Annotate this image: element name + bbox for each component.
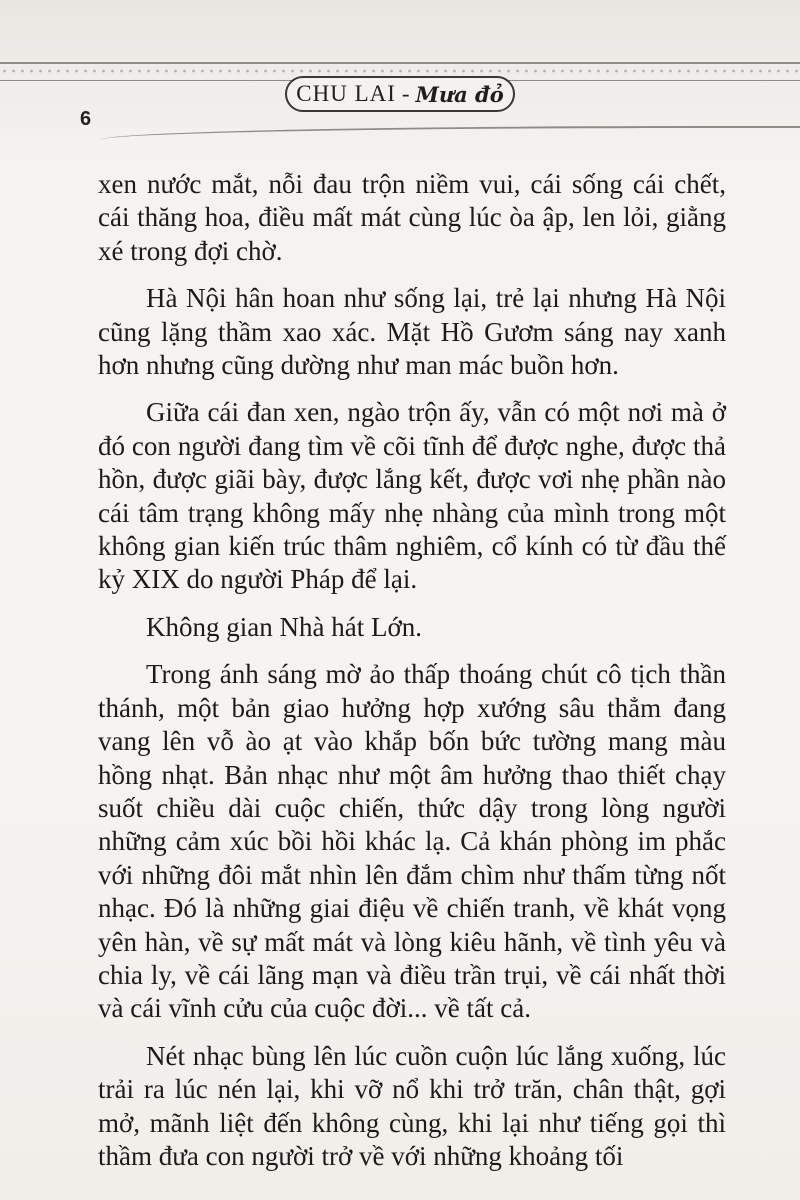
header-separator: -: [401, 81, 410, 106]
paragraph: Hà Nội hân hoan như sống lại, trẻ lại nhưng Hà Nội cũng lặng thầm xao xác. Mặt Hồ Gươm sáng nay xanh hơn nhưng cũng dường như man mác buồn hơn.: [98, 283, 726, 381]
paragraph: Trong ánh sáng mờ ảo thấp thoáng chút cô tịch thần thánh, một bản giao hưởng hợp xướng sâu thẳm đang vang lên vỗ ào ạt vào khắp bốn bức tường mang màu hồng nhạt. Bản nhạc như một âm hưởng thao thiết chạy suốt chiều dài cuộc chiến, thức dậy trong lòng người những cảm xúc bồi hồi khác lạ. Cả khán phòng im phắc với những đôi mắt nhìn lên đắm chìm như thấm từng nốt nhạc. Đó là những giai điệu về chiến tranh, về khát vọng yên hàn, về sự mất mát và lòng kiêu hãnh, về tình yêu và chia ly, về cái lãng mạn và điều trần trụi, về cái nhất thời và cái vĩnh cửu của cuộc đời... về tất cả.: [98, 659, 726, 1024]
paragraph: xen nước mắt, nỗi đau trộn niềm vui, cái sống cái chết, cái thăng hoa, điều mất mát cùng lúc òa ập, len lỏi, giằng xé trong đợi chờ.: [98, 169, 726, 266]
header-author: CHU LAI: [296, 81, 396, 106]
running-header: [285, 76, 515, 112]
header-ornament-band: [0, 68, 800, 74]
header-book-title: Mưa đỏ: [415, 81, 504, 107]
body-text: [98, 168, 726, 1173]
paragraph: Giữa cái đan xen, ngào trộn ấy, vẫn có một nơi mà ở đó con người đang tìm về cõi tĩnh để được nghe, được thả hồn, được giãi bày, được lắng kết, được vơi nhẹ phần nào cái tâm trạng không mấy nhẹ nhàng của mình trong một không gian kiến trúc thâm nghiêm, cổ kính có từ đầu thế kỷ XIX do người Pháp để lại.: [98, 397, 726, 595]
header-top-rule: [0, 62, 800, 64]
page-number: 6: [80, 108, 92, 130]
paragraph: Nét nhạc bùng lên lúc cuồn cuộn lúc lắng xuống, lúc trải ra lúc nén lại, khi vỡ nổ khi trở trăn, chân thật, gợi mở, mãnh liệt đến không cùng, khi lại như tiếng gọi thì thầm đưa con người trở về với những khoảng tối: [98, 1040, 726, 1171]
paragraph: Không gian Nhà hát Lớn.: [146, 611, 422, 642]
